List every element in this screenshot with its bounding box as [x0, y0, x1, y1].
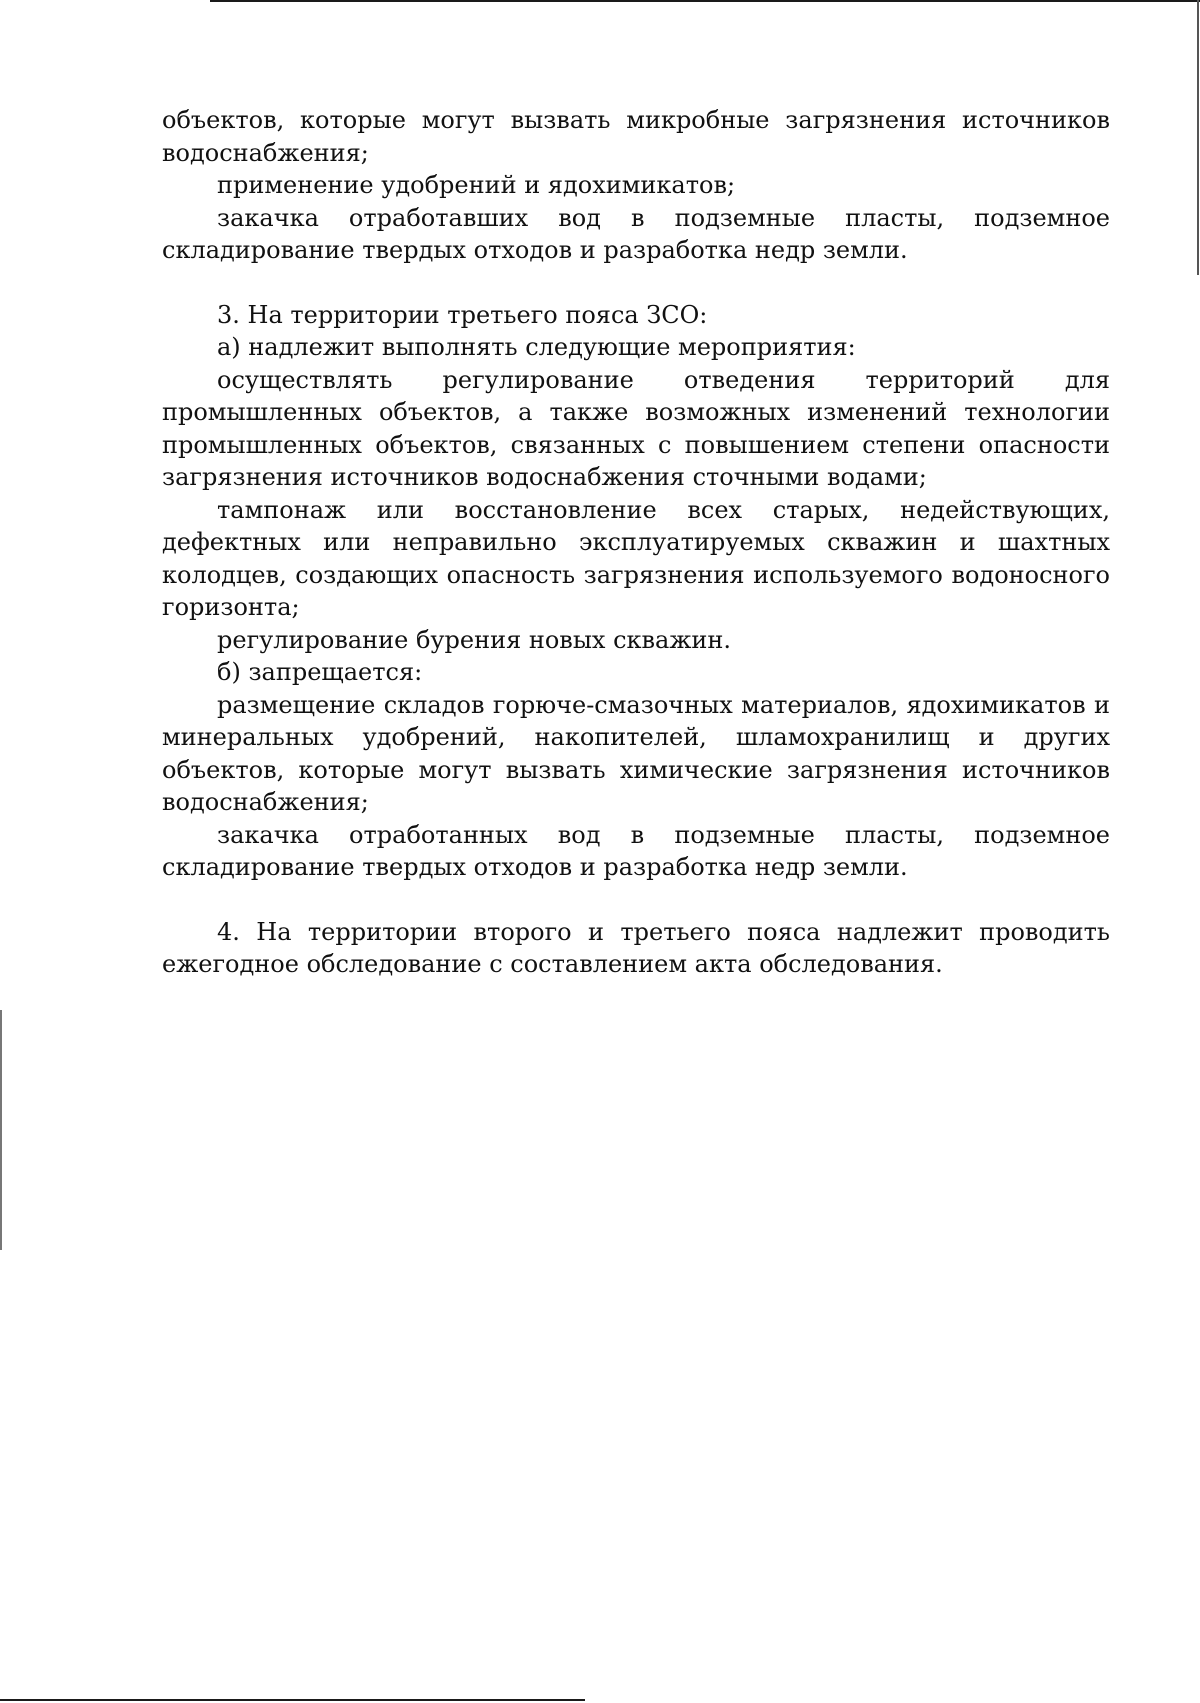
paragraph-sources-continuation: объектов, которые могут вызвать микробные загрязнения источников водоснабжения;	[162, 106, 1110, 167]
paragraph-waste-injection-zone3: закачка отработанных вод в подземные пласты, подземное складирование твердых отходов и разработка недр земли.	[162, 820, 1110, 881]
subsection-a-heading: а) надлежит выполнять следующие мероприятия:	[217, 333, 856, 361]
paragraph-waste-injection-zone2: закачка отработавших вод в подземные пласты, подземное складирование твердых отходов и разработка недр земли.	[162, 203, 1110, 264]
document-body	[162, 104, 1110, 981]
paragraph-gap	[162, 267, 1110, 299]
scan-edge-bottom	[0, 1699, 585, 1701]
paragraph-well-plugging: тампонаж или восстановление всех старых, недействующих, дефектных или неправильно эксплуатируемых скважин и шахтных колодцев, создающих опасность загрязнения используемого водоносного горизонта;	[162, 495, 1110, 621]
scan-edge-top	[210, 0, 1200, 2]
section-4-paragraph: 4. На территории второго и третьего пояса надлежит проводить ежегодное обследование с составлением акта обследования.	[162, 917, 1110, 978]
paragraph-warehouse-placement: размещение складов горюче-смазочных материалов, ядохимикатов и минеральных удобрений, накопителей, шламохранилищ и других объектов, которые могут вызвать химические загрязнения источников водоснабжения;	[162, 690, 1110, 816]
paragraph-fertilizers: применение удобрений и ядохимикатов;	[217, 171, 736, 199]
scan-edge-right	[1197, 0, 1199, 275]
scan-edge-left	[0, 1010, 2, 1250]
subsection-b-heading: б) запрещается:	[217, 658, 423, 686]
section-3-heading: 3. На территории третьего пояса ЗСО:	[217, 300, 708, 329]
paragraph-territory-regulation: осуществлять регулирование отведения территорий для промышленных объектов, а также возможных изменений технологии промышленных объектов, связанных с повышением степени опасности загрязнения источников водоснабжения сточными водами;	[162, 365, 1110, 491]
paragraph-gap	[162, 884, 1110, 916]
paragraph-drilling-regulation: регулирование бурения новых скважин.	[217, 625, 732, 654]
